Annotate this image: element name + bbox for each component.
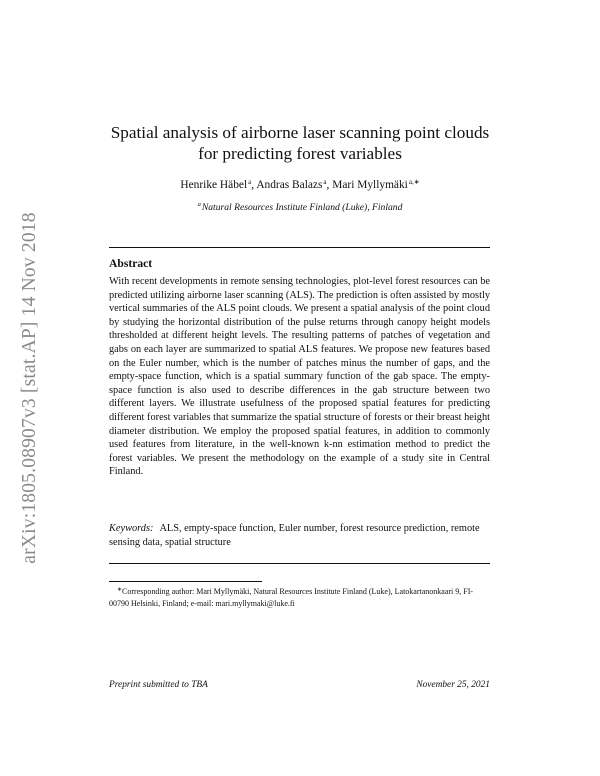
- author-name: Mari Myllymäki: [332, 179, 408, 191]
- title-line-1: Spatial analysis of airborne laser scanning point clouds: [110, 123, 490, 142]
- keywords-text: ALS, empty-space function, Euler number, forest resource prediction, remote sensing data, spatial structure: [109, 523, 480, 548]
- paper-title: [100, 122, 500, 164]
- author-mark: a,∗: [408, 178, 420, 186]
- abstract-body: With recent developments in remote sensing technologies, plot-level forest resources can be predicted utilizing airborne laser scanning (ALS). The prediction is often assisted by mostly vertical summaries of the ALS point clouds. We present a spatial analysis of the point cloud by studying the horizontal distribution of the pulse returns through canopy height models thresholded at different height levels. The resulting patterns of patches of vegetation and gabs on each layer are summarized to spatial ALS features. We propose new features based on the Euler number, which is the number of patches minus the number of gaps, and the empty-space function, which is a spatial summary function of the gab space. The empty-space function is also used to describe differences in the gab structure between two different layers. We illustrate usefulness of the proposed spatial features for predicting different forest variables that summarize the spatial structure of forests or their breast height diameter distribution. We employ the proposed spatial features, in addition to commonly used features from literature, in the well-known k-nn estimation method to predict the forest variables. We present the methodology on the example of a study site in Central Finland.: [109, 276, 490, 478]
- keywords: [109, 522, 490, 549]
- author-mark: a: [248, 178, 252, 186]
- abstract-heading: Abstract: [109, 257, 153, 270]
- title-line-2: for predicting forest variables: [198, 144, 402, 163]
- abstract-bottom-rule: [109, 563, 490, 564]
- affiliation-mark: a: [197, 201, 201, 208]
- author-name: Andras Balazs: [256, 179, 323, 191]
- author-mark: a: [323, 178, 327, 186]
- author-list: Henrike Häbel$^a$, Andras Balazs$^a$, Mari Myllymäki$^{a,∗}$: [180, 178, 420, 191]
- document-date: November 25, 2021: [416, 680, 490, 690]
- affiliation-text: Natural Resources Institute Finland (Luke), Finland: [201, 202, 403, 213]
- footnote-rule: [109, 581, 262, 582]
- abstract-top-rule: [109, 247, 490, 248]
- author-name: Henrike Häbel: [180, 179, 248, 191]
- keywords-label: Keywords:: [109, 523, 154, 534]
- footnote-text: Corresponding author: Mari Myllymäki, Natural Resources Institute Finland (Luke), Latokartanonkaari 9, FI-00790 Helsinki, Finland; e-mail: mari.myllymaki@luke.fi: [109, 587, 474, 609]
- footnote-mark: ∗: [117, 587, 123, 593]
- preprint-note: Preprint submitted to TBA: [109, 680, 208, 690]
- affiliation: [100, 201, 500, 213]
- corresponding-author-footnote: [109, 584, 490, 610]
- arxiv-identifier: arXiv:1805.08907v3 [stat.AP] 14 Nov 2018: [19, 212, 40, 564]
